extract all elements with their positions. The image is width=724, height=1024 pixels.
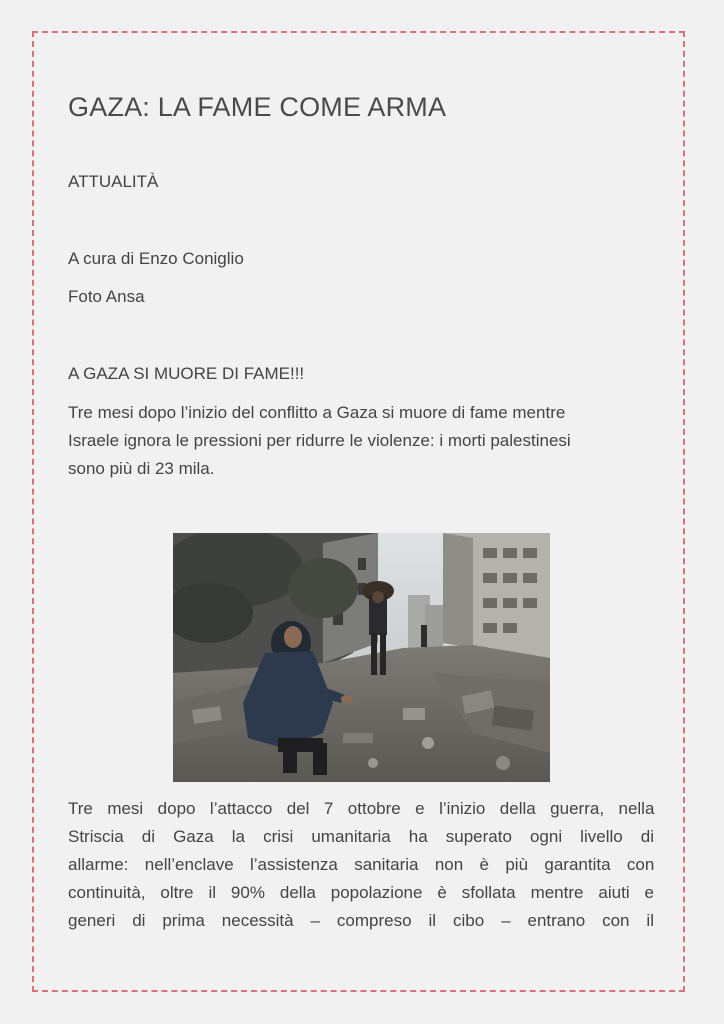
- photo-credit: Foto Ansa: [68, 287, 145, 306]
- body-line: Striscia di Gaza la crisi umanitaria ha superato ogni livello di: [68, 827, 654, 846]
- body-line: allarme: nell’enclave l’assistenza sanitaria non è più garantita con: [68, 855, 655, 874]
- body-line: Tre mesi dopo l’attacco del 7 ottobre e l’inizio della guerra, nella: [68, 799, 655, 818]
- lead-line: sono più di 23 mila.: [68, 459, 215, 478]
- body-line: generi di prima necessità – compreso il cibo – entrano con il: [68, 911, 654, 930]
- lead-line: Tre mesi dopo l’inizio del conflitto a Gaza si muore di fame mentre: [68, 403, 566, 422]
- lead-paragraph: [68, 399, 658, 483]
- section-label: ATTUALITÀ: [68, 172, 159, 191]
- lead-line: Israele ignora le pressioni per ridurre le violenze: i morti palestinesi: [68, 431, 571, 450]
- author-credit: A cura di Enzo Coniglio: [68, 249, 244, 268]
- article-headline: A GAZA SI MUORE DI FAME!!!: [68, 364, 305, 383]
- news-photo: [173, 533, 550, 782]
- article-title: GAZA: LA FAME COME ARMA: [68, 92, 447, 122]
- body-line: continuità, oltre il 90% della popolazione è sfollata mentre aiuti e: [68, 883, 654, 902]
- body-paragraph: [68, 795, 654, 935]
